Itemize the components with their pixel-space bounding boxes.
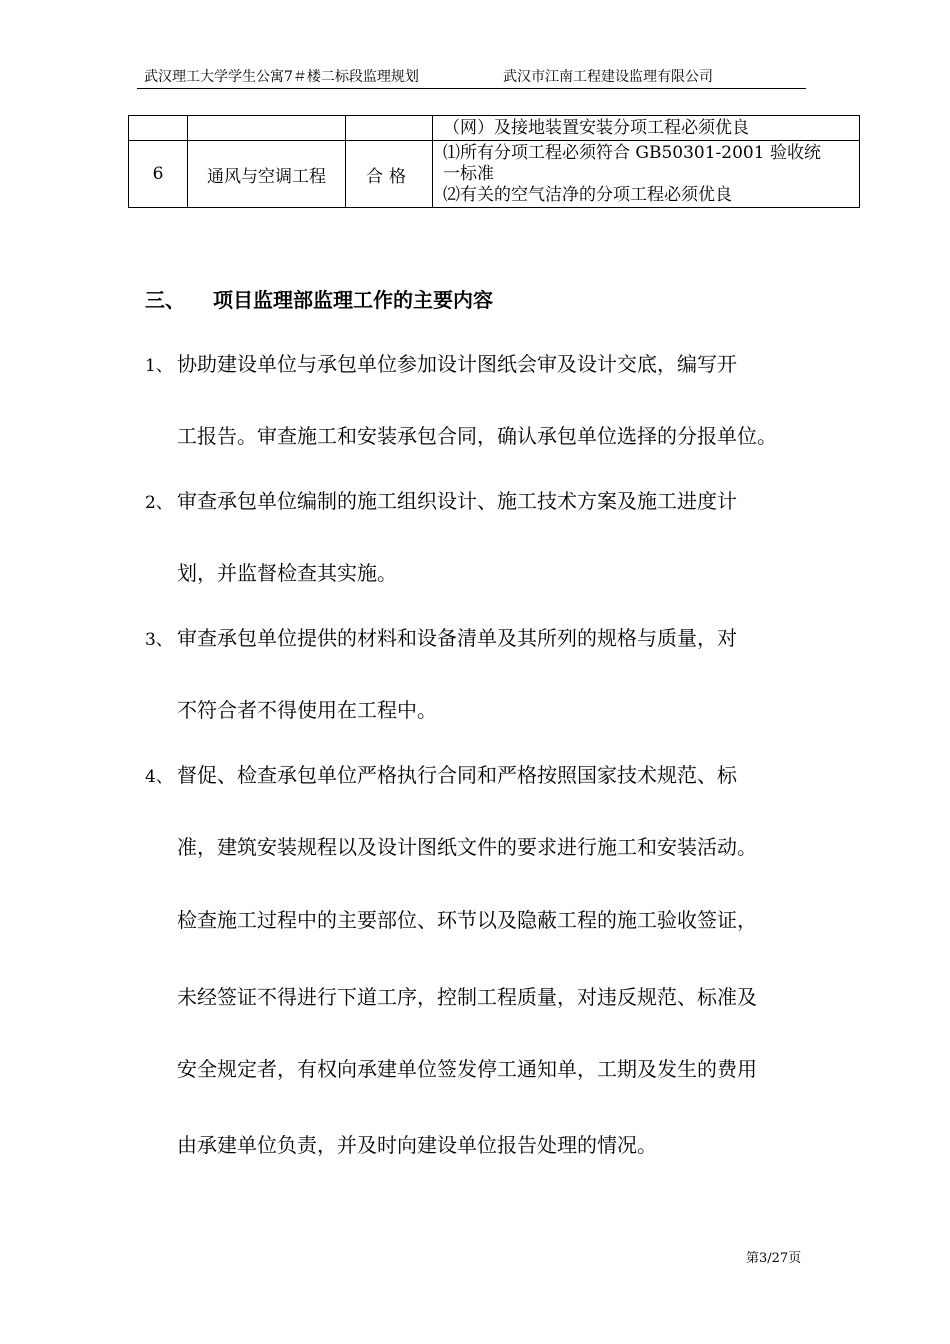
- paragraph-text: 督促、检查承包单位严格执行合同和严格按照国家技术规范、标: [177, 763, 737, 787]
- section-heading: [145, 284, 493, 313]
- paragraph-text: 协助建设单位与承包单位参加设计图纸会审及设计交底，编写开: [177, 352, 737, 376]
- requirement-line: ⑴所有分项工程必须符合 GB50301-2001 验收统: [443, 142, 821, 163]
- paragraph-text: 准，建筑安装规程以及设计图纸文件的要求进行施工和安装活动。: [177, 835, 757, 859]
- list-item-number: 2、: [145, 493, 173, 513]
- list-item-number: 1、: [145, 356, 173, 376]
- quality-standards-table: [128, 115, 860, 208]
- list-item-number: 3、: [145, 630, 173, 650]
- paragraph-text: 安全规定者，有权向承建单位签发停工通知单，工期及发生的费用: [177, 1057, 757, 1081]
- list-item-line: [145, 622, 737, 651]
- paragraph-text: 审查承包单位提供的材料和设备清单及其所列的规格与质量，对: [177, 626, 737, 650]
- paragraph-text: 检查施工过程中的主要部位、环节以及隐蔽工程的施工验收签证，: [177, 908, 757, 932]
- section-title: 项目监理部监理工作的主要内容: [213, 288, 493, 312]
- header-company-name: 武汉市江南工程建设监理有限公司: [503, 69, 713, 85]
- table-cell-number: 6: [129, 141, 188, 208]
- table-cell-grade: 合格: [346, 141, 433, 208]
- table-cell-number: [129, 116, 188, 141]
- table-cell-grade: [346, 116, 433, 141]
- paragraph-text: 未经签证不得进行下道工序，控制工程质量，对违反规范、标准及: [177, 985, 757, 1009]
- list-item-number: 4、: [145, 767, 173, 787]
- paragraph-text: 划，并监督检查其实施。: [177, 561, 397, 585]
- header-divider: [137, 88, 806, 89]
- list-item-line: [145, 485, 737, 514]
- requirement-line: 一标准: [443, 163, 494, 184]
- requirement-line: ⑵有关的空气洁净的分项工程必须优良: [443, 184, 732, 205]
- list-item-line: [145, 759, 737, 788]
- table-row: [129, 141, 860, 208]
- page-number: 第3/27页: [746, 1251, 802, 1266]
- table-cell-requirement: （网）及接地装置安装分项工程必须优良: [433, 116, 860, 141]
- section-number: 三、: [145, 288, 185, 312]
- header-document-title: 武汉理工大学学生公寓7＃楼二标段监理规划: [144, 69, 419, 85]
- table-row: [129, 116, 860, 141]
- paragraph-text: 由承建单位负责，并及时向建设单位报告处理的情况。: [177, 1133, 657, 1157]
- table-cell-requirement: [433, 141, 860, 208]
- table-cell-project: 通风与空调工程: [188, 141, 346, 208]
- paragraph-text: 审查承包单位编制的施工组织设计、施工技术方案及施工进度计: [177, 489, 737, 513]
- list-item-line: [145, 348, 737, 377]
- paragraph-text: 工报告。审查施工和安装承包合同，确认承包单位选择的分报单位。: [177, 424, 777, 448]
- paragraph-text: 不符合者不得使用在工程中。: [177, 698, 437, 722]
- table-cell-project: [188, 116, 346, 141]
